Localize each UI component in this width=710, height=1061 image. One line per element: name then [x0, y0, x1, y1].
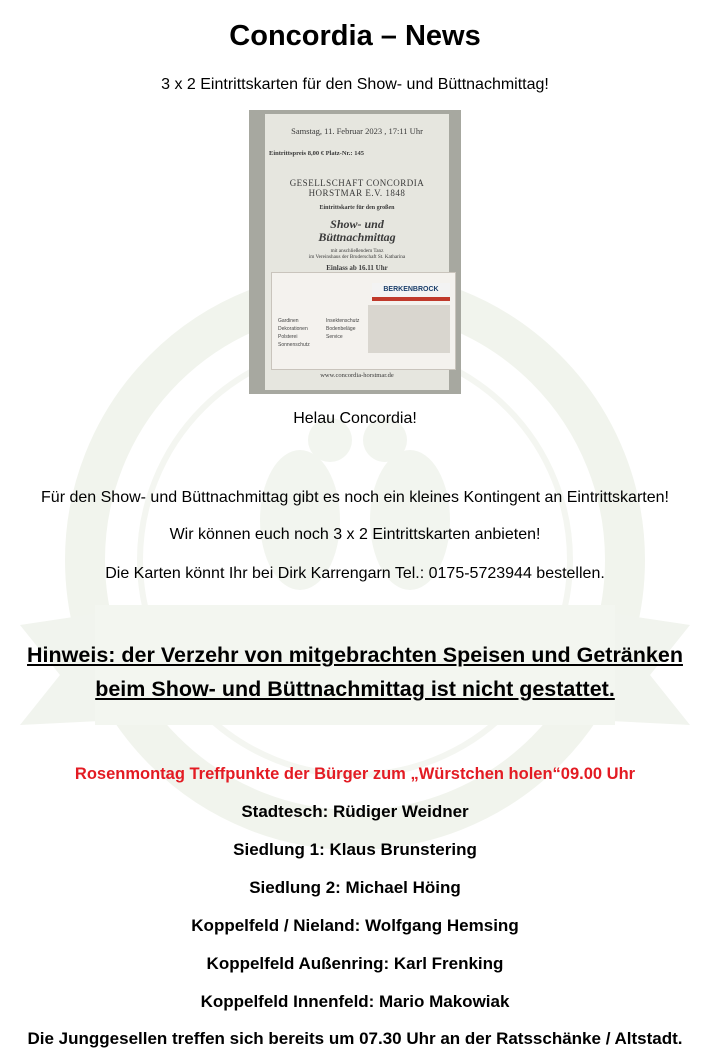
rosenmontag-heading: Rosenmontag Treffpunkte der Bürger zum „Würstchen holen“09.00 Uhr	[74, 765, 636, 783]
ticket-show-line1: Show- und	[330, 217, 384, 231]
ticket-society-line2: HORSTMAR E.V. 1848	[308, 188, 406, 198]
ad-item: Dekorationen	[278, 326, 308, 332]
page-subtitle: 3 x 2 Eintrittskarten für den Show- und Büttnachmittag!	[161, 76, 549, 93]
ad-item: Sonnenschutz	[278, 342, 310, 348]
ticket-date: Samstag, 11. Februar 2023 , 17:11 Uhr	[291, 126, 423, 136]
ticket-show-line2: Büttnachmittag	[318, 230, 396, 244]
list-item: Koppelfeld Außenring: Karl Frenking	[206, 954, 504, 973]
notice-line1: Hinweis: der Verzehr von mitgebrachten Speisen und Getränken	[27, 643, 683, 667]
paragraph-contingent: Für den Show- und Büttnachmittag gibt es noch ein kleines Kontingent an Eintrittskarten!	[41, 489, 669, 506]
ticket-entry: Einlass ab 16.11 Uhr	[326, 264, 388, 272]
ticket-advertisement	[271, 272, 456, 370]
notice-line2: beim Show- und Büttnachmittag ist nicht gestattet.	[95, 677, 615, 701]
ticket-society-line1: GESELLSCHAFT CONCORDIA	[289, 178, 425, 188]
ad-item	[326, 341, 374, 349]
ticket-url: www.concordia-horstmar.de	[320, 372, 394, 379]
ad-item: Service	[326, 334, 343, 340]
paragraph-offer: Wir können euch noch 3 x 2 Eintrittskarten anbieten!	[169, 526, 541, 543]
ad-item: Polsterei	[278, 334, 298, 340]
ticket-society	[265, 178, 449, 198]
notice	[0, 638, 710, 706]
ticket-photo	[249, 110, 461, 394]
greeting: Helau Concordia!	[293, 410, 417, 427]
paragraph-order: Die Karten könnt Ihr bei Dirk Karrengarn Tel.: 0175-5723944 bestellen.	[105, 565, 605, 582]
ticket-details	[265, 248, 449, 260]
list-item: Siedlung 1: Klaus Brunstering	[233, 840, 477, 859]
ad-item: Insektenschutz	[326, 318, 360, 324]
list-item: Koppelfeld / Nieland: Wolfgang Hemsing	[191, 916, 519, 935]
ticket-venue: im Vereinshaus der Bruderschaft St. Katharina	[308, 254, 406, 260]
ticket-for: Eintrittskarte für den großen	[319, 205, 395, 211]
ticket-price: Eintrittspreis 8,00 € Platz-Nr.: 145	[269, 150, 364, 157]
ad-item: Gardinen	[278, 318, 299, 324]
ticket-show	[265, 218, 449, 244]
ad-items	[278, 317, 428, 349]
page-title: Concordia – News	[229, 20, 481, 52]
ad-item: Bodenbeläge	[326, 326, 356, 332]
list-item: Stadtesch: Rüdiger Weidner	[241, 802, 469, 821]
ticket-dance: mit anschließendem Tanz	[330, 248, 384, 254]
ad-brand: BERKENBROCK	[372, 283, 450, 301]
list-item: Siedlung 2: Michael Höing	[249, 878, 461, 897]
list-item: Die Junggesellen treffen sich bereits um 07.30 Uhr an der Ratsschänke / Altstadt.	[27, 1029, 683, 1048]
list-item: Koppelfeld Innenfeld: Mario Makowiak	[200, 992, 510, 1011]
